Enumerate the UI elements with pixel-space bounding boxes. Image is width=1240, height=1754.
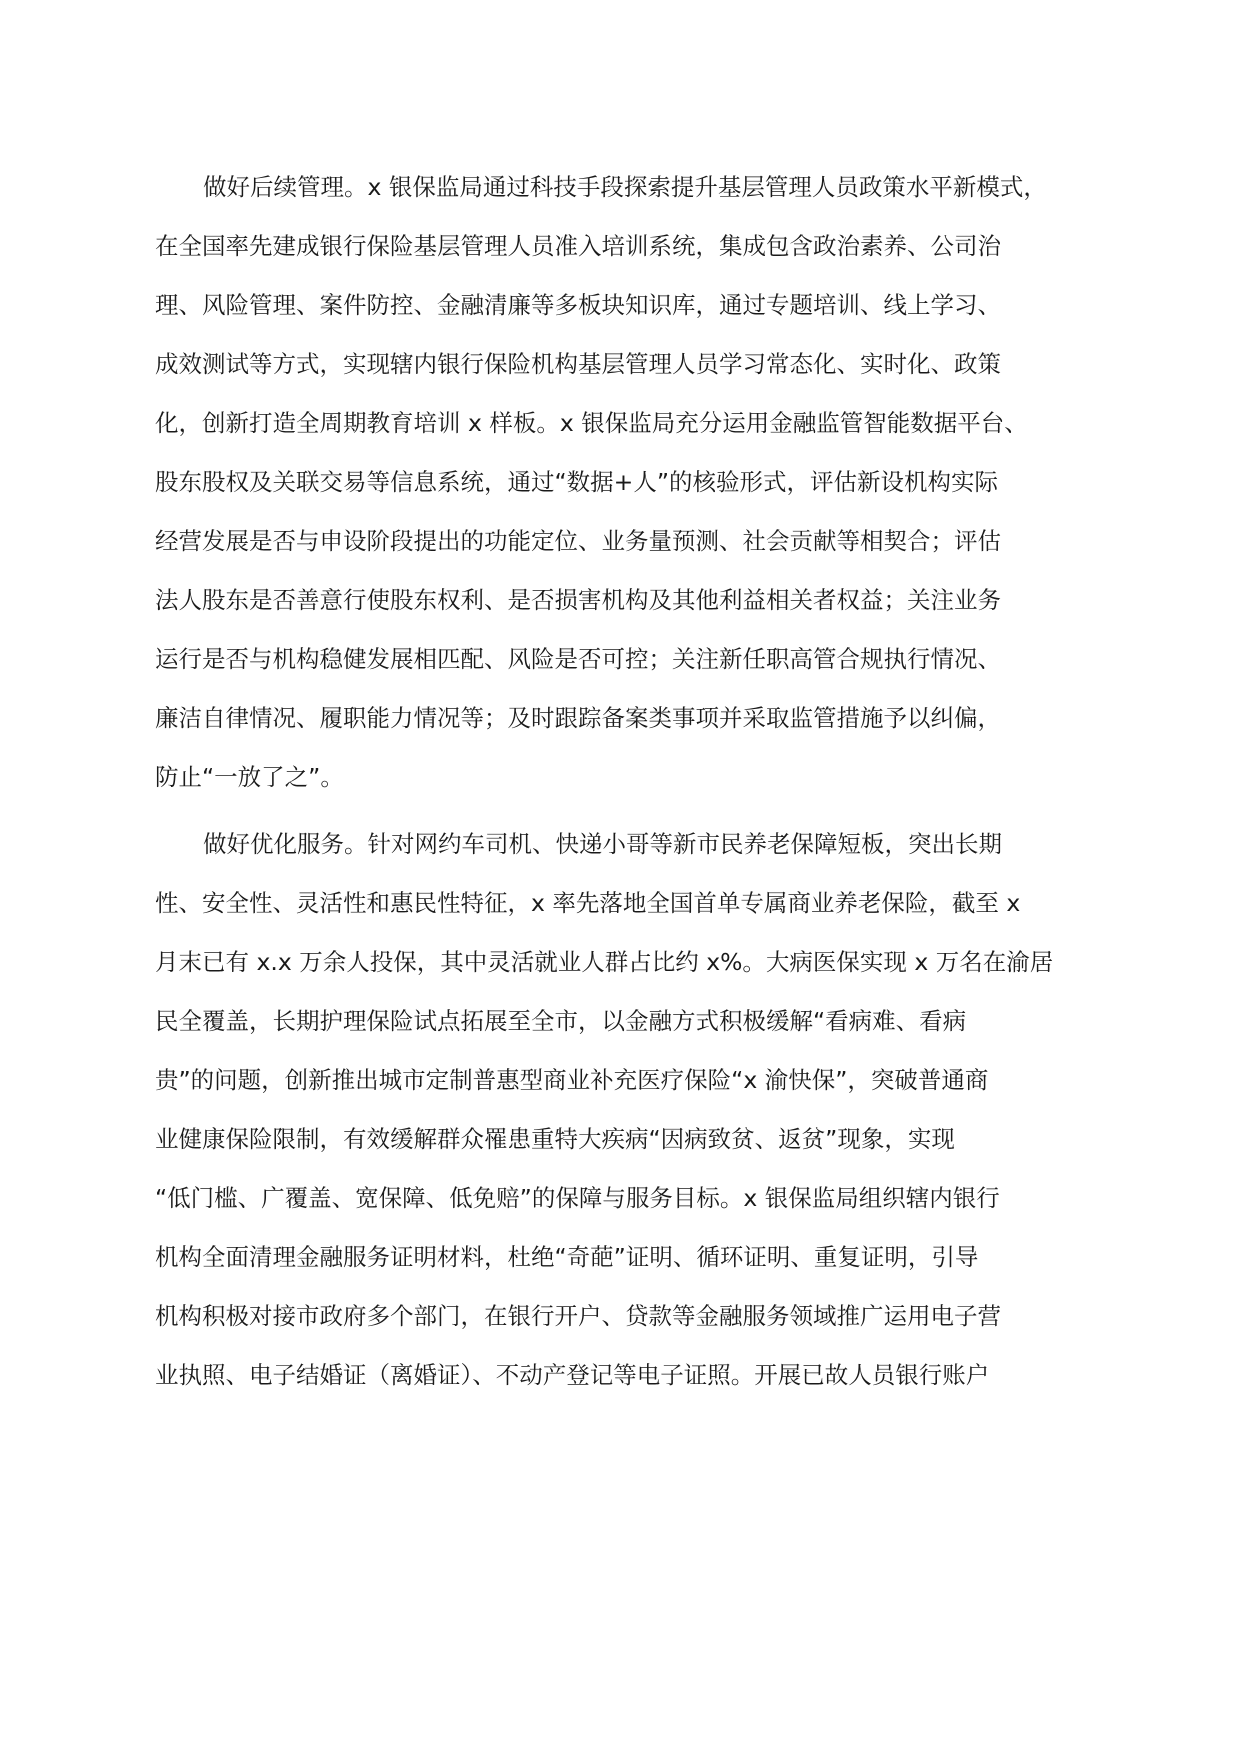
paragraph-line: 股东股权及关联交易等信息系统，通过“数据+人”的核验形式，评估新设机构实际	[155, 468, 999, 496]
paragraph-line: 在全国率先建成银行保险基层管理人员准入培训系统，集成包含政治素养、公司治	[155, 232, 1001, 260]
paragraph-line: 做好后续管理。x 银保监局通过科技手段探索提升基层管理人员政策水平新模式，	[203, 173, 1047, 201]
paragraph-line: 业执照、电子结婚证（离婚证）、不动产登记等电子证照。开展已故人员银行账户	[155, 1361, 990, 1389]
paragraph-line: 性、安全性、灵活性和惠民性特征，x 率先落地全国首单专属商业养老保险，截至 x	[155, 889, 1021, 917]
paragraph-line: 防止“一放了之”。	[155, 763, 344, 791]
paragraph-line: 经营发展是否与申设阶段提出的功能定位、业务量预测、社会贡献等相契合；评估	[155, 527, 1001, 555]
paragraph-line: 业健康保险限制，有效缓解群众罹患重特大疾病“因病致贫、返贫”现象，实现	[155, 1125, 955, 1153]
paragraph-line: 机构全面清理金融服务证明材料，杜绝“奇葩”证明、循环证明、重复证明，引导	[155, 1243, 979, 1271]
paragraph-line: 廉洁自律情况、履职能力情况等；及时跟踪备案类事项并采取监管措施予以纠偏，	[155, 704, 1001, 732]
paragraph-line: 法人股东是否善意行使股东权利、是否损害机构及其他利益相关者权益；关注业务	[155, 586, 1001, 614]
paragraph-line: 成效测试等方式，实现辖内银行保险机构基层管理人员学习常态化、实时化、政策	[155, 350, 1001, 378]
paragraph-line: 机构积极对接市政府多个部门，在银行开户、贷款等金融服务领域推广运用电子营	[155, 1302, 1001, 1330]
paragraph-line: 运行是否与机构稳健发展相匹配、风险是否可控；关注新任职高管合规执行情况、	[155, 645, 1001, 673]
paragraph-line: “低门槛、广覆盖、宽保障、低免赔”的保障与服务目标。x 银保监局组织辖内银行	[155, 1184, 1000, 1212]
paragraph-line: 民全覆盖，长期护理保险试点拓展至全市，以金融方式积极缓解“看病难、看病	[155, 1007, 967, 1035]
paragraph-line: 做好优化服务。针对网约车司机、快递小哥等新市民养老保障短板，突出长期	[203, 830, 1002, 858]
paragraph-line: 化，创新打造全周期教育培训 x 样板。x 银保监局充分运用金融监管智能数据平台、	[155, 409, 1028, 437]
paragraph-line: 贵”的问题，创新推出城市定制普惠型商业补充医疗保险“x 渝快保”，突破普通商	[155, 1066, 989, 1094]
paragraph-line: 月末已有 x.x 万余人投保，其中灵活就业人群占比约 x%。大病医保实现 x 万名在渝居	[155, 948, 1054, 976]
paragraph-line: 理、风险管理、案件防控、金融清廉等多板块知识库，通过专题培训、线上学习、	[155, 291, 1001, 319]
